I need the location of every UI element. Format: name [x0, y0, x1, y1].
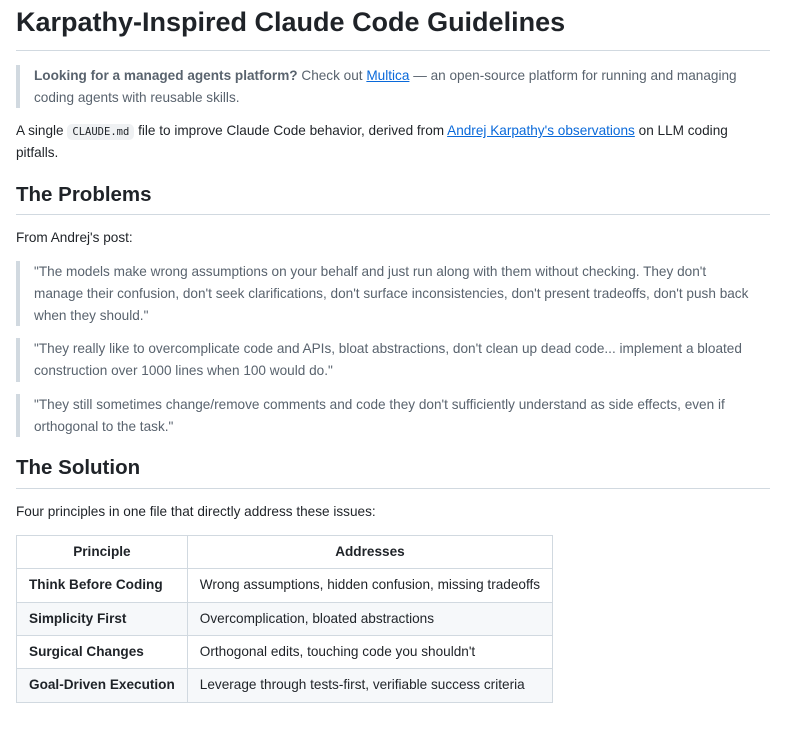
solution-lead: Four principles in one file that directly address these issues: — [16, 504, 376, 519]
intro-text-middle: file to improve Claude Code behavior, derived from — [134, 123, 448, 139]
addresses-cell: Wrong assumptions, hidden confusion, missing tradeoffs — [187, 569, 552, 602]
notice-bold: Looking for a managed agents platform? — [34, 67, 298, 83]
table-row — [17, 635, 553, 668]
quote-1 — [16, 261, 770, 326]
notice-post-link: — an open-source platform for running and managing coding agents with reusable skills. — [34, 67, 737, 105]
solution-heading: The Solution — [16, 455, 770, 489]
quote-2 — [16, 338, 770, 382]
problems-heading: The Problems — [16, 182, 770, 216]
principle-cell: Simplicity First — [17, 602, 188, 635]
notice-pre-link: Check out — [297, 67, 367, 83]
multica-link[interactable]: Multica — [366, 67, 410, 83]
quote-text: "The models make wrong assumptions on your behalf and just run along with them without checking. They don't manage their confusion, don't seek clarifications, don't surface inconsistencies, don't present tradeoffs, don't push back when they should." — [34, 264, 749, 323]
intro-text-end: on LLM coding pitfalls. — [16, 123, 728, 160]
claude-md-code: CLAUDE.md — [67, 124, 134, 140]
addresses-cell: Leverage through tests-first, verifiable success criteria — [187, 669, 552, 702]
table-row — [17, 669, 553, 702]
addresses-cell: Orthogonal edits, touching code you shouldn't — [187, 635, 552, 668]
principle-cell: Goal-Driven Execution — [17, 669, 188, 702]
karpathy-observations-link[interactable]: Andrej Karpathy's observations — [447, 123, 635, 139]
principles-table — [16, 535, 553, 703]
principle-cell: Think Before Coding — [17, 569, 188, 602]
quote-3 — [16, 394, 770, 438]
table-header-row — [17, 535, 553, 568]
addresses-cell: Overcomplication, bloated abstractions — [187, 602, 552, 635]
table-row — [17, 602, 553, 635]
intro-text-start: A single — [16, 123, 68, 139]
intro-paragraph — [16, 120, 770, 164]
column-header-principle: Principle — [17, 535, 188, 568]
quote-text: "They really like to overcomplicate code and APIs, bloat abstractions, don't clean up dead code... implement a bloated construction over 1000 lines when 100 would do." — [34, 341, 742, 379]
page-title: Karpathy-Inspired Claude Code Guidelines — [16, 4, 770, 51]
notice-callout — [16, 65, 770, 109]
notice-text — [34, 65, 756, 109]
quote-text: "They still sometimes change/remove comments and code they don't sufficiently understand as side effects, even if orthogonal to the task." — [34, 396, 725, 434]
table-row — [17, 569, 553, 602]
principle-cell: Surgical Changes — [17, 635, 188, 668]
problems-lead: From Andrej's post: — [16, 230, 133, 246]
column-header-addresses: Addresses — [187, 535, 552, 568]
